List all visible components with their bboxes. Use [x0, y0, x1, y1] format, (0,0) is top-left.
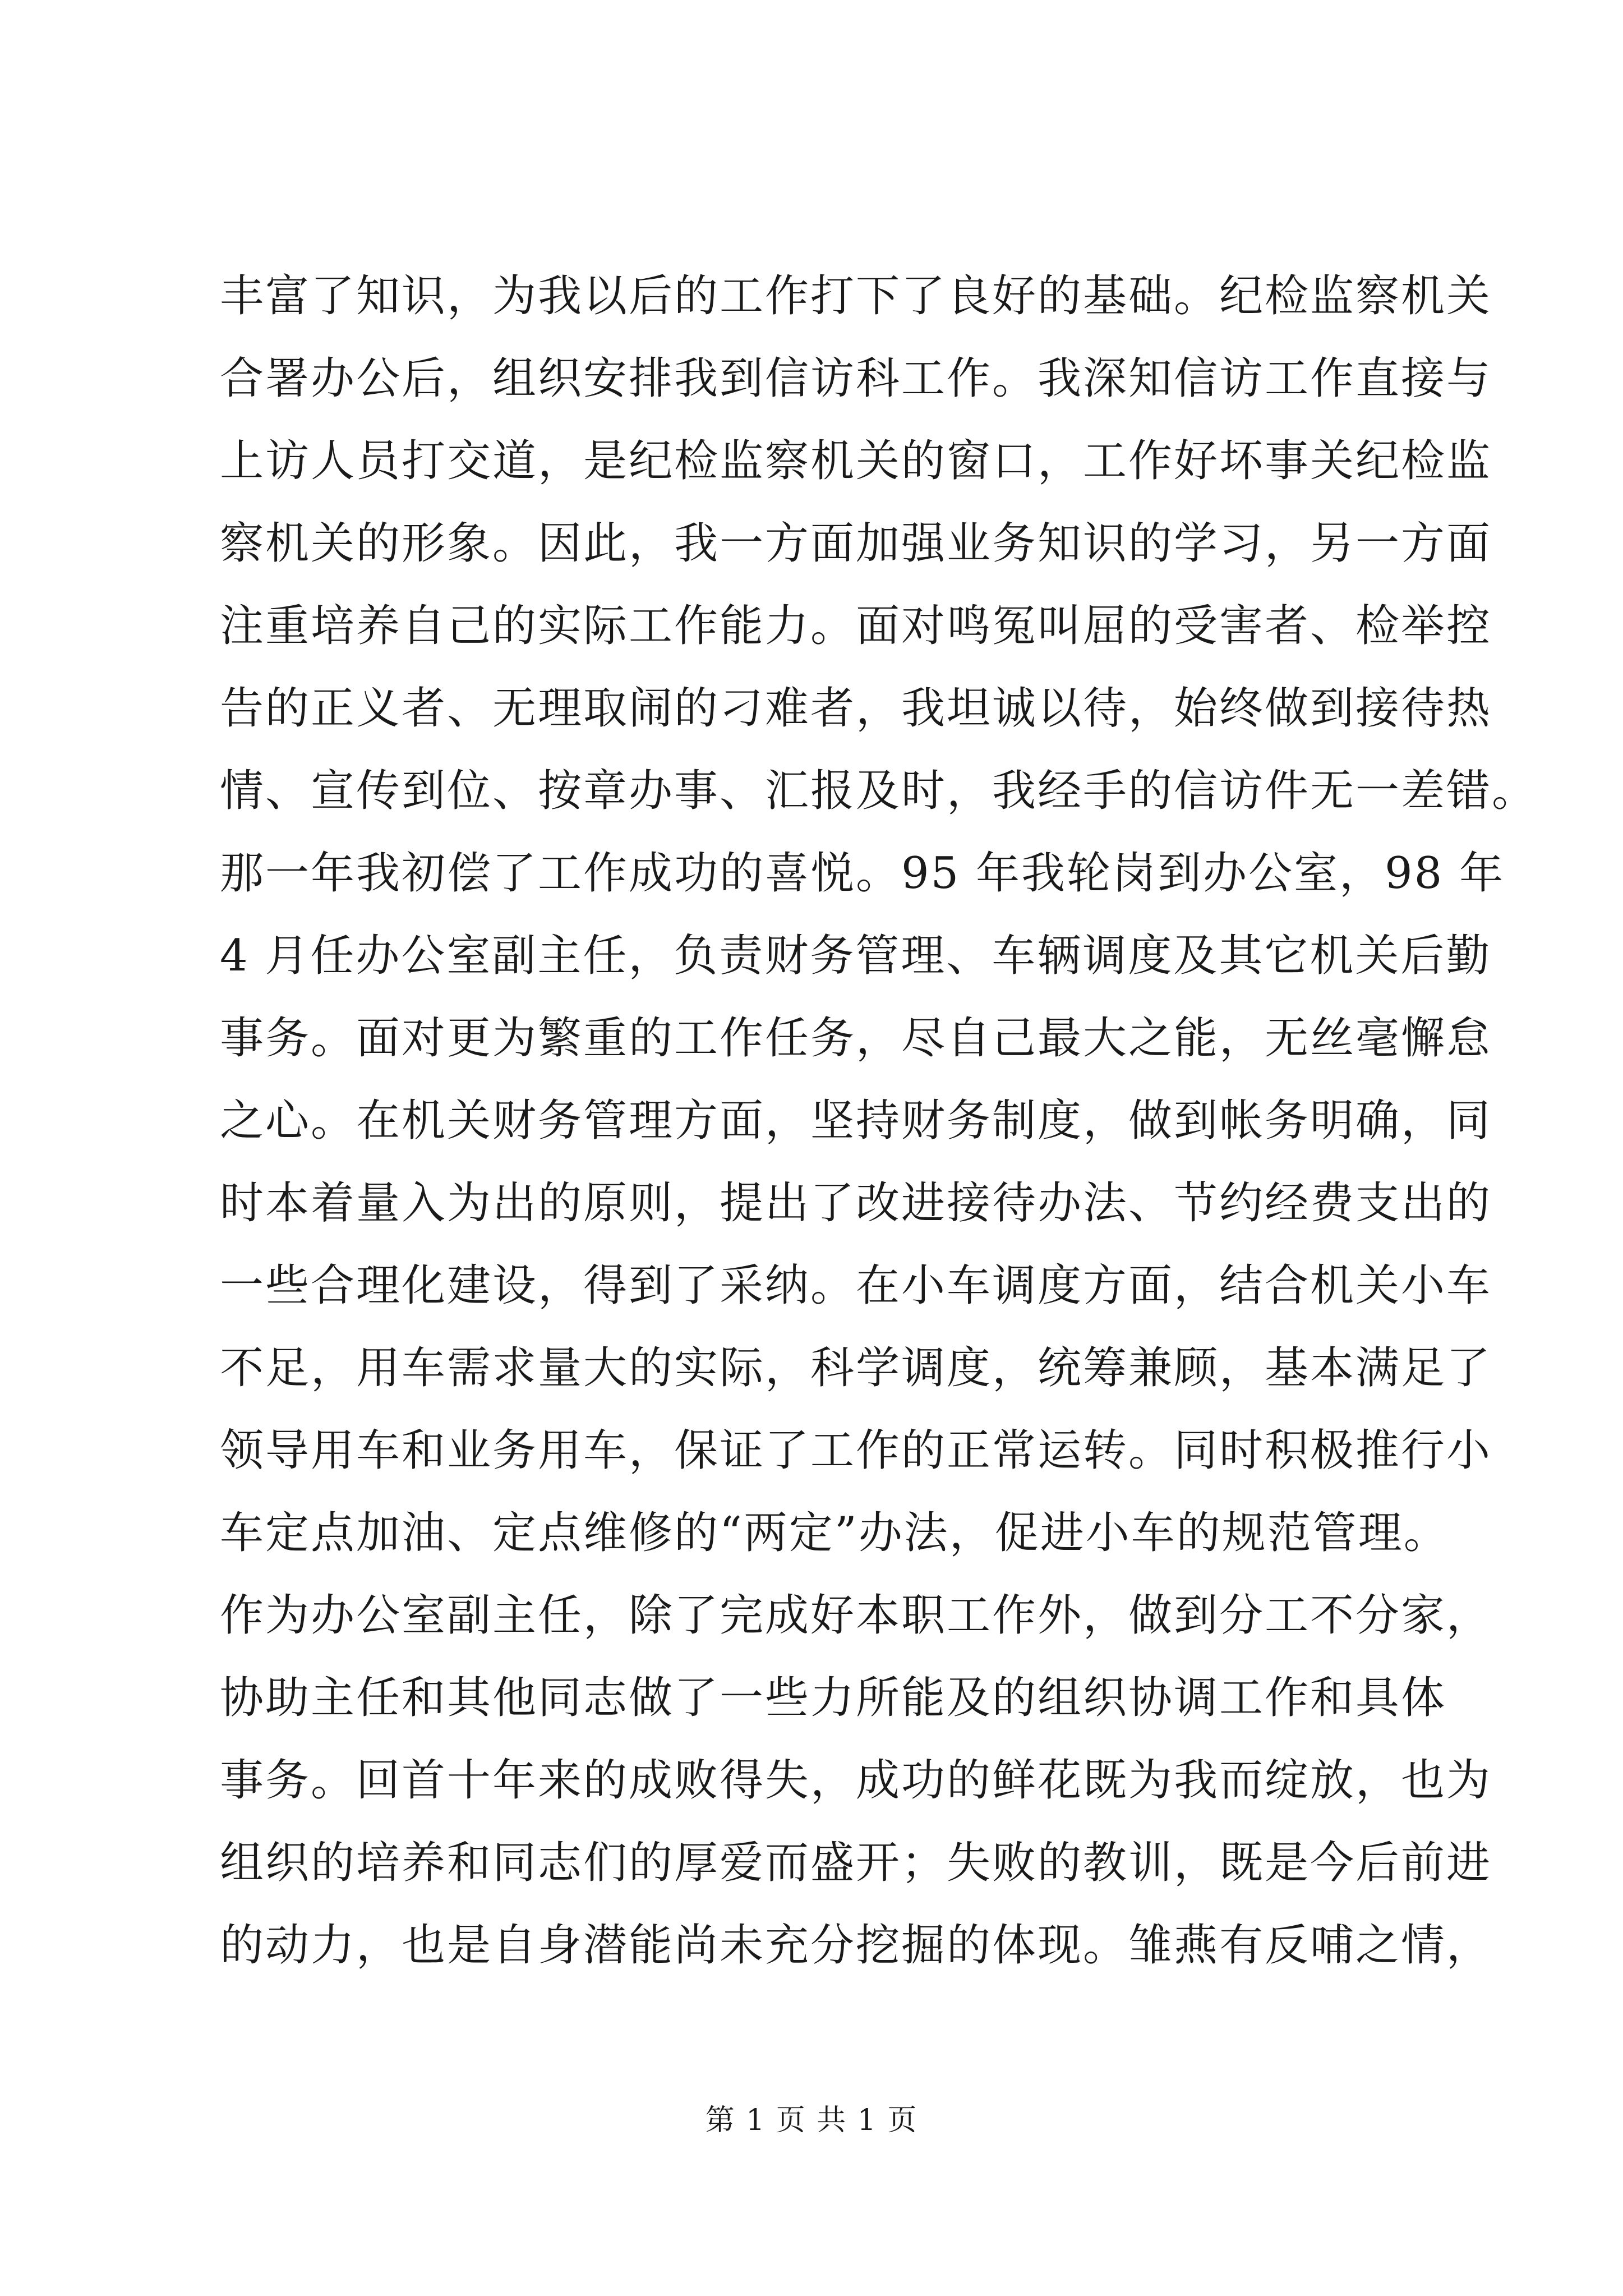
body-text: [220, 255, 1538, 1987]
text-line-15: 领导用车和业务用车，保证了工作的正常运转。同时积极推行小: [220, 1425, 1492, 1476]
text-line-19: 事务。回首十年来的成败得失，成功的鲜花既为我而绽放，也为: [220, 1755, 1492, 1806]
text-line-14: 不足，用车需求量大的实际，科学调度，统筹兼顾，基本满足了: [220, 1343, 1492, 1393]
text-line-13: 一些合理化建设，得到了采纳。在小车调度方面，结合机关小车: [220, 1260, 1492, 1311]
text-line-5: 注重培养自己的实际工作能力。面对鸣冤叫屈的受害者、检举控: [220, 601, 1492, 651]
text-line-2: 合署办公后，组织安排我到信访科工作。我深知信访工作直接与: [220, 353, 1492, 404]
text-line-8: 那一年我初偿了工作成功的喜悦。95 年我轮岗到办公室，98 年: [220, 848, 1505, 899]
text-line-7: 情、宣传到位、按章办事、汇报及时，我经手的信访件无一差错。: [220, 766, 1538, 816]
text-line-9: 4 月任办公室副主任，负责财务管理、车辆调度及其它机关后勤: [220, 931, 1492, 981]
text-line-11: 之心。在机关财务管理方面，坚持财务制度，做到帐务明确，同: [220, 1096, 1492, 1146]
text-line-10: 事务。面对更为繁重的工作任务，尽自己最大之能，无丝毫懈怠: [220, 1013, 1492, 1064]
text-line-4: 察机关的形象。因此，我一方面加强业务知识的学习，另一方面: [220, 518, 1492, 569]
text-line-1: 丰富了知识，为我以后的工作打下了良好的基础。纪检监察机关: [220, 271, 1492, 321]
text-line-18: 协助主任和其他同志做了一些力所能及的组织协调工作和具体: [220, 1673, 1447, 1723]
text-line-16: 车定点加油、定点维修的“两定”办法，促进小车的规范管理。: [220, 1508, 1449, 1558]
page-footer: 第 1 页 共 1 页: [705, 2104, 918, 2137]
text-line-17: 作为办公室副主任，除了完成好本职工作外，做到分工不分家，: [220, 1590, 1492, 1641]
text-line-12: 时本着量入为出的原则，提出了改进接待办法、节约经费支出的: [220, 1178, 1492, 1228]
text-line-20: 组织的培养和同志们的厚爱而盛开；失败的教训，既是今后前进: [220, 1838, 1492, 1888]
text-line-6: 告的正义者、无理取闹的刁难者，我坦诚以待，始终做到接待热: [220, 683, 1492, 734]
text-line-21: 的动力，也是自身潜能尚未充分挖掘的体现。雏燕有反哺之情，: [220, 1920, 1492, 1971]
text-line-3: 上访人员打交道，是纪检监察机关的窗口，工作好坏事关纪检监: [220, 436, 1492, 486]
